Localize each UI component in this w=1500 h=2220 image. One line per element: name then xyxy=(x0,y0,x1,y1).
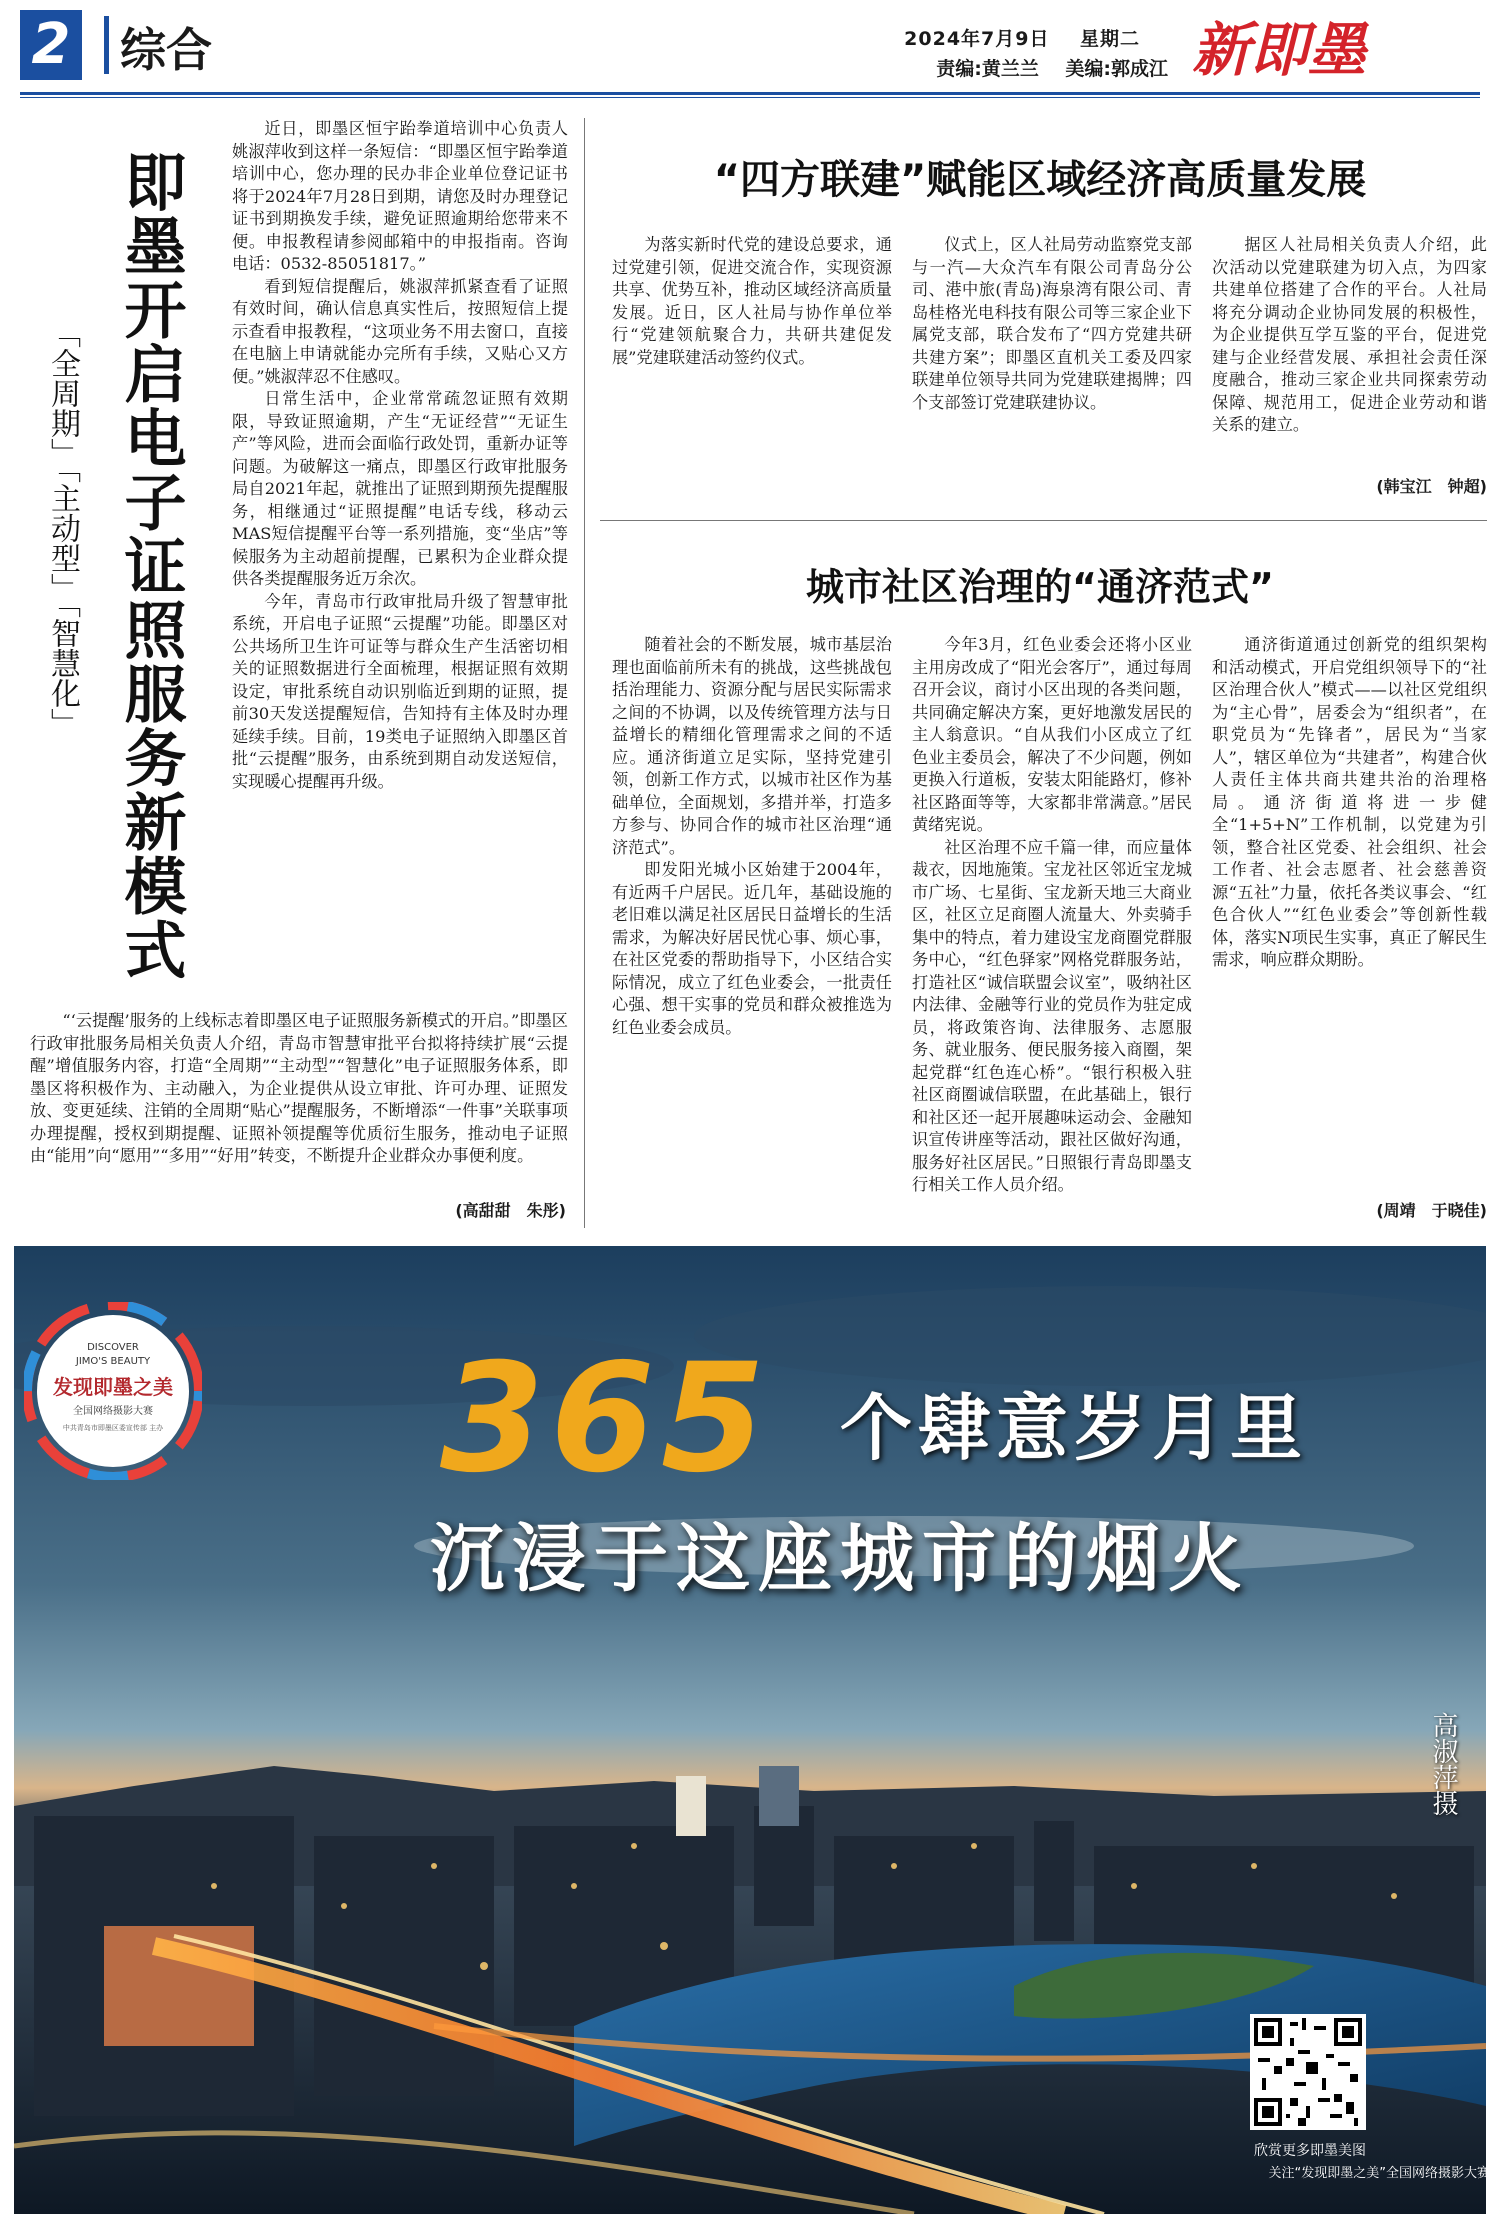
logo-org-text: 中共青岛市即墨区委宣传部 主办 xyxy=(62,1424,164,1432)
article1-column1 xyxy=(232,118,568,1008)
issue-weekday: 星期二 xyxy=(1079,28,1140,50)
logo-cn-text: 发现即墨之美 xyxy=(53,1375,173,1399)
article1-paragraph: 日常生活中，企业常常疏忽证照有效期限，导致证照逾期，产生“无证经营”“无证生产”等风险，进而会面临行政处罚，重新办证等问题。为破解这一痛点，即墨区行政审批服务局自2021年起，就推出了证照到期预先提醒服务，相继通过“证照提醒”电话专线，移动云MAS短信提醒平台等一系列措施，变“坐店”等候服务为主动超前提醒，已累积为企业群众提供各类提醒服务近万余次。 xyxy=(232,389,568,588)
masthead-text: 新即墨 xyxy=(1192,16,1367,84)
article1-paragraph: “‘云提醒’服务的上线标志着即墨区电子证照服务新模式的开启。”即墨区行政审批服务局相关负责人介绍，青岛市智慧审批平台拟将持续扩展“云提醒”增值服务内容，打造“全周期”“主动型”“智慧化”电子证照服务体系，即墨区将积极作为、主动融入，为企业提供从设立审批、许可办理、证照发放、变更延续、注销的全周期“贴心”提醒服务，不断增添“一件事”关联事项办理提醒，授权到期提醒、证照补领提醒等优质衍生服务，推动电子证照由“能用”向“愿用”“多用”“好用”转变，不断提升企业群众办事便利度。 xyxy=(30,1011,568,1165)
article-divider xyxy=(600,520,1487,521)
page-header xyxy=(20,10,1480,90)
article2-column2 xyxy=(912,234,1192,504)
article2-column3 xyxy=(1212,234,1487,474)
header-divider xyxy=(104,16,109,74)
masthead-logo xyxy=(1182,12,1480,84)
article2-paragraph: 为落实新时代党的建设总要求，通过党建引领，促进交流合作，实现资源共享、优势互补，推动区域经济高质量发展。近日，区人社局与协作单位举行“党建领航聚合力，共研共建促发展”党建联建活动签约仪式。 xyxy=(612,235,892,367)
logo-top-text: DISCOVER xyxy=(87,1342,139,1353)
article1-subtitle: 「全周期」「主动型」「智慧化」 xyxy=(45,318,80,738)
article2-column1 xyxy=(612,234,892,504)
qr-code[interactable] xyxy=(1250,2014,1366,2130)
article2-title: “四方联建”赋能区域经济高质量发展 xyxy=(713,157,1367,203)
section-name: 综合 xyxy=(120,23,212,77)
article2-paragraph: 仪式上，区人社局劳动监察党支部与一汽—大众汽车有限公司青岛分公司、港中旅(青岛)海泉湾有限公司、青岛桂格光电科技有限公司等三家企业下属党支部，联合发布了“四方党建共研共建方案”；即墨区直机关工委及四家联建单位领导共同为党建联建揭牌；四个支部签订党建联建协议。 xyxy=(912,235,1192,412)
page-number: 2 xyxy=(20,10,82,80)
article3-byline: (周靖 于晓佳) xyxy=(1376,1201,1487,1220)
contest-logo xyxy=(24,1302,202,1480)
article3-column3 xyxy=(1212,634,1487,1190)
photo-headline-number: 365 xyxy=(440,1332,772,1506)
editor-credits xyxy=(936,54,1168,81)
article1-title: 即墨开启电子证照服务新模式 xyxy=(114,150,187,982)
header-rule xyxy=(20,92,1480,95)
article3-column2 xyxy=(912,634,1192,1224)
photo-headline-line1: 个肆意岁月里 xyxy=(840,1386,1309,1470)
article3-paragraph: 即发阳光城小区始建于2004年，有近两千户居民。近几年，基础设施的老旧难以满足社区居民日益增长的生活需求，为解决好居民忧心事、烦心事，在社区党委的帮助指导下，小区结合实际情况，成立了红色业委会，一批责任心强、想干实事的党员和群众被推选为红色业委会成员。 xyxy=(612,860,892,1037)
article3-column1 xyxy=(612,634,892,1224)
article3-paragraph: 通济街道通过创新党的组织架构和活动模式，开启党组织领导下的“社区治理合伙人”模式——以社区党组织为“主心骨”，居委会为“组织者”，在职党员为“先锋者”，居民为“当家人”，辖区单位为“共建者”，构建合伙人责任主体共商共建共治的治理格局。通济街道将进一步健全“1+5+N”工作机制，以党建为引领，整合社区党委、社会组织、社会工作者、社会志愿者、社会慈善资源“五社”力量，依托各类议事会、“红色合伙人”“红色业委会”等创新性载体，落实N项民生实事，真正了解民生需求，响应群众期盼。 xyxy=(1212,635,1487,969)
qr-follow-text: 关注“发现即墨之美”全国网络摄影大赛 xyxy=(1268,2166,1490,2181)
article2-byline: (韩宝江 钟超) xyxy=(1376,477,1487,496)
editor-name: 责编:黄兰兰 xyxy=(936,58,1039,80)
logo-sub-text: 全国网络摄影大赛 xyxy=(73,1406,153,1417)
article3-paragraph: 社区治理不应千篇一律，而应量体裁衣，因地施策。宝龙社区邻近宝龙城市广场、七星街、宝龙新天地三大商业区，社区立足商圈人流量大、外卖骑手集中的特点，着力建设宝龙商圈党群服务中心，“红色驿家”网格党群服务站，打造社区“诚信联盟会议室”，吸纳社区内法律、金融等行业的党员作为驻定成员，将政策咨询、法律服务、志愿服务、就业服务、便民服务接入商圈，架起党群“红色连心桥”。“银行积极入驻社区商圈诚信联盟，在此基础上，银行和社区还一起开展趣味运动会、金融知识宣传讲座等活动，跟社区做好沟通，服务好社区居民。”日照银行青岛即墨支行相关工作人员介绍。 xyxy=(912,837,1192,1194)
qr-caption: 欣赏更多即墨美图 xyxy=(1254,2143,1366,2159)
column-divider xyxy=(584,118,585,1228)
issue-date: 2024年7月9日 xyxy=(904,28,1050,50)
article1-paragraph: 今年，青岛市行政审批局升级了智慧审批系统，开启电子证照“云提醒”功能。即墨区对公共场所卫生许可证等与群众生产生活密切相关的证照数据进行全面梳理，根据证照有效期设定，审批系统自动识别临近到期的证照，提前30天发送提醒短信，告知持有主体及时办理延续手续。目前，19类电子证照纳入即墨区首批“云提醒”服务，由系统到期自动发送短信，实现暖心提醒再升级。 xyxy=(232,591,568,791)
article1-paragraph: 近日，即墨区恒宇跆拳道培训中心负责人姚淑萍收到这样一条短信：“即墨区恒宇跆拳道培训中心，您办理的民办非企业单位登记证书将于2024年7月28日到期，请您及时办理登记证书到期换发手续，避免证照逾期给您带来不便。申报教程请参阅邮箱中的申报指南。咨询电话：0532-85051817。” xyxy=(232,119,568,273)
article1-column2 xyxy=(30,1010,568,1225)
article1-byline: (高甜甜 朱彤) xyxy=(455,1201,566,1220)
logo-mid-text: JIMO'S BEAUTY xyxy=(75,1356,151,1367)
issue-date-line xyxy=(904,24,1140,51)
article3-paragraph: 随着社会的不断发展，城市基层治理也面临前所未有的挑战，这些挑战包括治理能力、资源分配与居民实际需求之间的不协调，以及传统管理方法与日益增长的精细化管理需求之间的不适应。通济街道立足实际，坚持党建引领，创新工作方式，以城市社区作为基础单位，全面规划，多措并举，打造多方参与、协同合作的城市社区治理“通济范式”。 xyxy=(612,635,892,857)
header-rule-thin xyxy=(20,97,1480,98)
article1-paragraph: 看到短信提醒后，姚淑萍抓紧查看了证照有效时间，确认信息真实性后，按照短信上提示查看申报教程，“这项业务不用去窗口，直接在电脑上申请就能办完所有手续，又贴心又方便。”姚淑萍忍不住感叹。 xyxy=(232,276,568,386)
photo-headline-line2: 沉浸于这座城市的烟火 xyxy=(430,1516,1250,1602)
article3-paragraph: 今年3月，红色业委会还将小区业主用房改成了“阳光会客厅”，通过每周召开会议，商讨小区出现的各类问题，共同确定解决方案，更好地激发居民的主人翁意识。“自从我们小区成立了红色业主委员会，解决了不少问题，例如更换入行道板，安装太阳能路灯，修补社区路面等等，大家都非常满意。”居民黄绪宪说。 xyxy=(912,635,1192,834)
photo-credit: 高淑萍摄 xyxy=(1428,1712,1458,1816)
designer-name: 美编:郭成江 xyxy=(1065,58,1168,80)
article3-title: 城市社区治理的“通济范式” xyxy=(806,565,1274,609)
article2-paragraph: 据区人社局相关负责人介绍，此次活动以党建联建为切入点，为四家共建单位搭建了合作的平台。人社局将充分调动企业协同发展的积极性，为企业提供互学互鉴的平台，促进党建与企业经营发展、承担社会责任深度融合，推动三家企业共同探索劳动保障、规范用工，促进企业劳动和谐关系的建立。 xyxy=(1212,235,1487,434)
